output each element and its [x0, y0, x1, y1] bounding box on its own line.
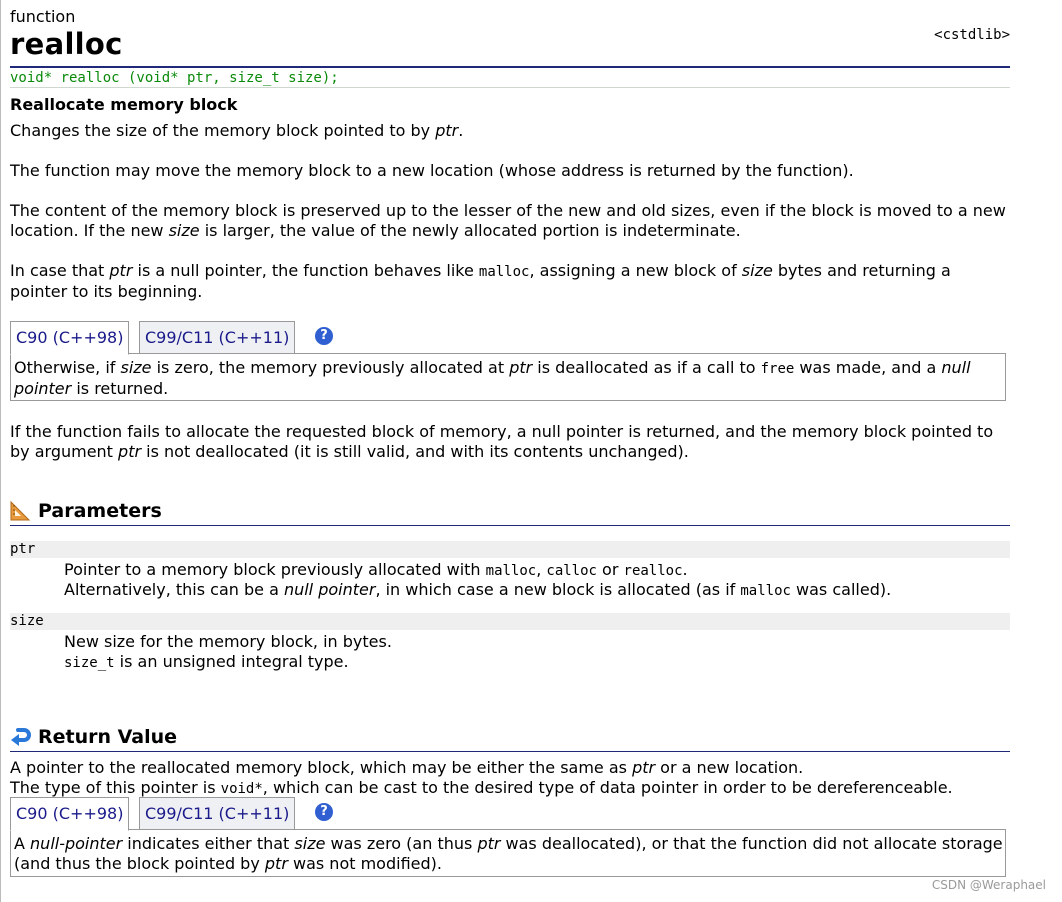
tab-c90[interactable]: C90 (C++98) [10, 321, 129, 355]
tab-content-box-2: A null-pointer indicates either that size was zero (an thus ptr was deallocated), or that the function did not allocate storage (and thus the block pointed by ptr was not modified). [10, 829, 1006, 877]
failure-paragraph: If the function fails to allocate the requested block of memory, a null pointer is returned, and the memory block pointed to by argument ptr is not deallocated (it is still valid, and with its contents unchanged). [10, 422, 994, 461]
param-term-ptr: ptr [10, 541, 1010, 558]
param-term-size: size [10, 613, 1010, 630]
tab-content-box-1: Otherwise, if size is zero, the memory previously allocated at ptr is deallocated as if a call to free was made, and a null pointer is returned. [10, 353, 1006, 401]
header-library-link[interactable]: <cstdlib> [934, 27, 1010, 43]
standard-tabs-2 [10, 797, 1010, 830]
left-edge-line [0, 0, 1, 902]
return-arrow-icon [10, 725, 32, 747]
param-def-ptr-line1: Pointer to a memory block previously allocated with malloc, calloc or realloc. [64, 560, 688, 579]
parameters-heading: Parameters [38, 500, 162, 522]
intro-paragraph-3: The content of the memory block is preserved up to the lesser of the new and old sizes, even if the block is moved to a new location. If the new size is larger, the value of the newly allocated portion is indeterminate. [10, 201, 1006, 240]
help-icon[interactable]: ? [315, 327, 333, 345]
intro-paragraph-2: The function may move the memory block to a new location (whose address is returned by the function). [10, 161, 854, 180]
intro-paragraph-4: In case that ptr is a null pointer, the function behaves like malloc, assigning a new block of size bytes and returning a pointer to its beginning. [10, 261, 951, 301]
tab-c90[interactable]: C90 (C++98) [10, 797, 129, 831]
title-rule [10, 66, 1010, 68]
watermark: CSDN @Weraphael [931, 878, 1046, 892]
tab-c99-c11[interactable]: C99/C11 (C++11) [139, 321, 295, 354]
return-value-section-header [10, 723, 1010, 752]
param-def-size-line2: size_t is an unsigned integral type. [64, 652, 349, 671]
page-title: realloc [10, 27, 123, 61]
function-summary: Reallocate memory block [10, 95, 238, 114]
parameters-section-header [10, 497, 1010, 526]
ruler-triangle-icon [10, 499, 32, 521]
intro-paragraph-1: Changes the size of the memory block pointed to by ptr. [10, 121, 464, 140]
return-value-line-2: The type of this pointer is void*, which can be cast to the desired type of data pointer in order to be dereferenceable. [10, 778, 953, 797]
function-prototype: void* realloc (void* ptr, size_t size); [10, 69, 1010, 88]
param-def-ptr-line2: Alternatively, this can be a null pointer, in which case a new block is allocated (as if malloc was called). [64, 580, 892, 599]
return-value-heading: Return Value [38, 726, 178, 748]
entity-category: function [10, 7, 76, 26]
help-icon[interactable]: ? [315, 803, 333, 821]
param-def-size-line1: New size for the memory block, in bytes. [64, 632, 392, 651]
standard-tabs-1 [10, 321, 1010, 354]
tab-c99-c11[interactable]: C99/C11 (C++11) [139, 797, 295, 830]
return-value-line-1: A pointer to the reallocated memory block, which may be either the same as ptr or a new location. [10, 758, 804, 777]
